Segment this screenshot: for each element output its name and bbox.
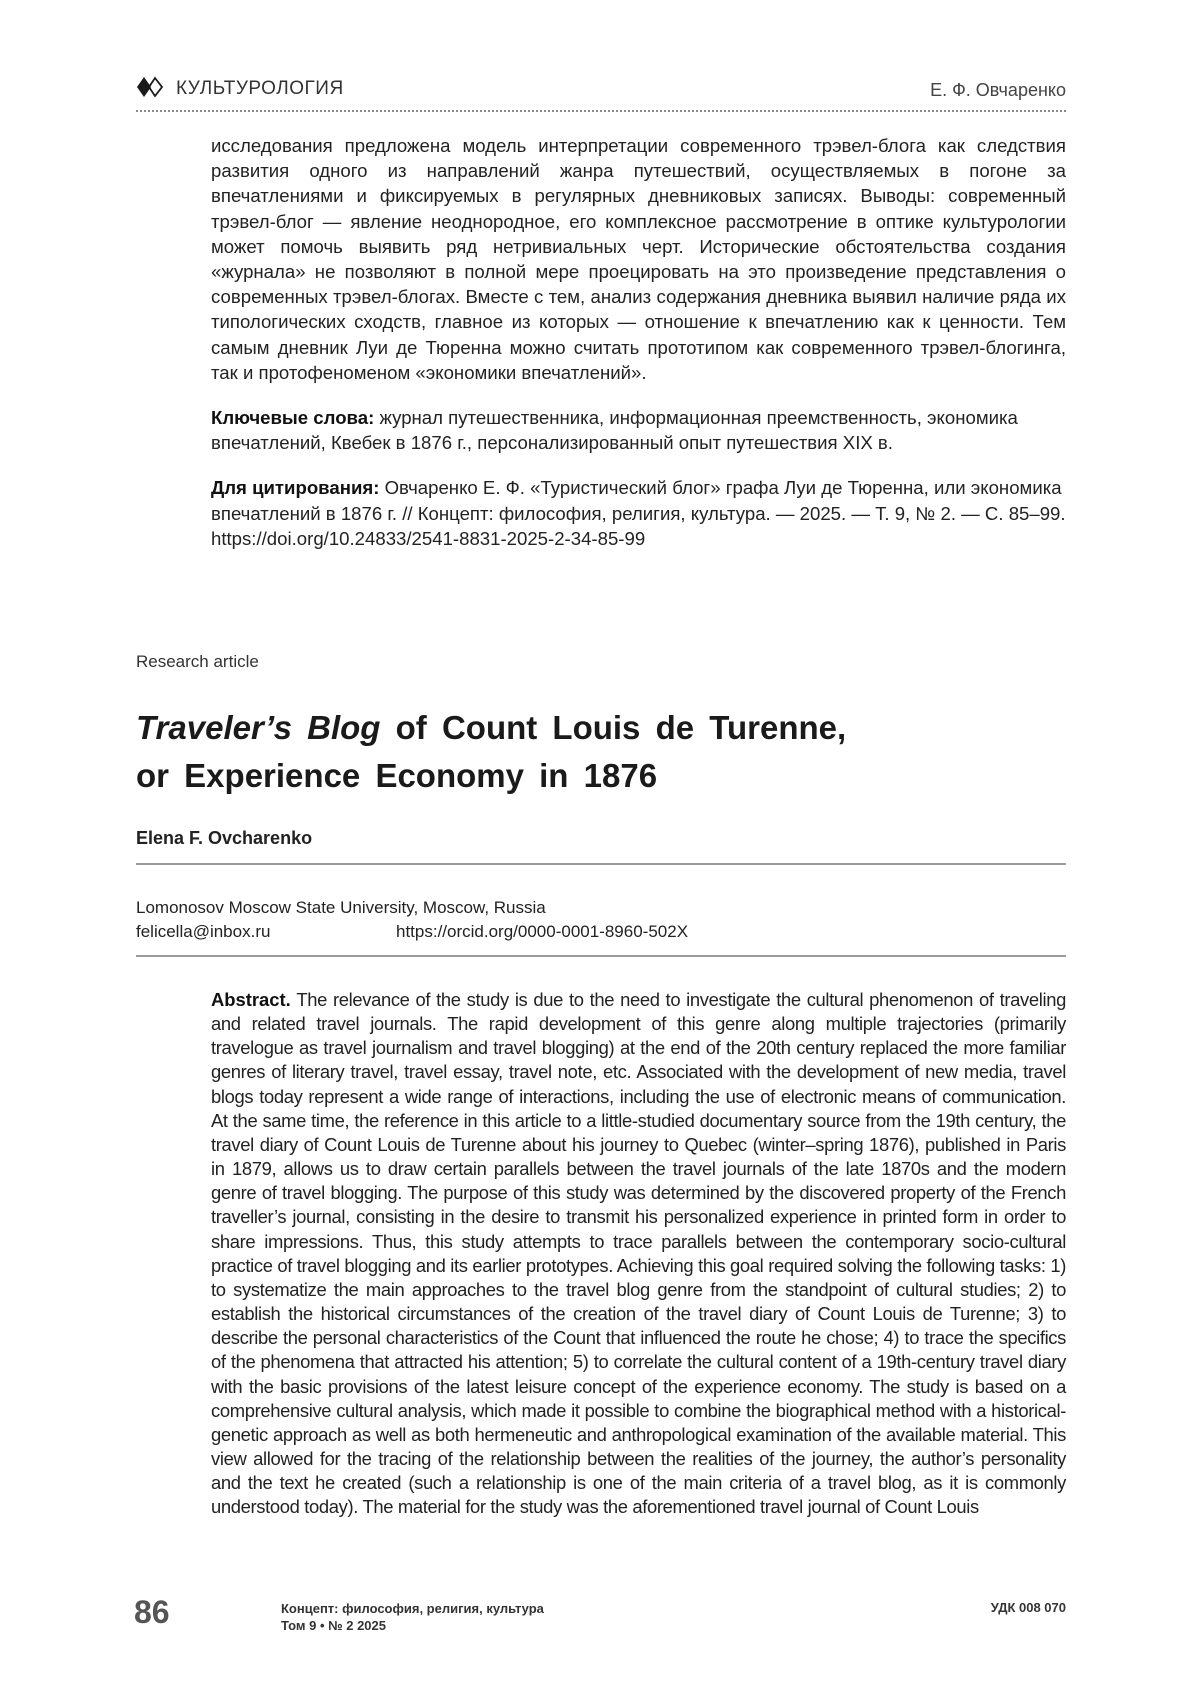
section-title: КУЛЬТУРОЛОГИЯ <box>176 78 344 99</box>
author-divider <box>136 863 1066 865</box>
journal-info <box>281 1600 544 1634</box>
keywords-label: Ключевые слова: <box>211 407 375 429</box>
running-author: Е. Ф. Овчаренко <box>930 80 1066 100</box>
citation-doi-link[interactable]: https://doi.org/10.24833/2541-8831-2025-2-34-85-99 <box>211 527 646 549</box>
russian-keywords <box>211 405 1066 455</box>
running-header <box>136 74 1066 114</box>
journal-name: Концепт: философия, религия, культура <box>281 1601 544 1616</box>
affiliation-divider <box>136 955 1066 957</box>
orcid-link[interactable]: https://orcid.org/0000-0001-8960-502X <box>396 922 689 941</box>
page-number: 86 <box>134 1594 170 1630</box>
volume-issue: Том 9 • № 2 2025 <box>281 1618 386 1633</box>
title-line1-rest: of Count Louis de Turenne, <box>395 709 847 746</box>
russian-citation <box>211 475 1066 551</box>
author-name: Elena F. Ovcharenko <box>136 828 313 848</box>
title-line2: or Experience Economy in 1876 <box>136 757 658 794</box>
header-dotted-divider <box>136 110 1066 112</box>
diamond-logo-icon <box>136 76 166 98</box>
udk-code: УДК 008 070 <box>990 1600 1066 1615</box>
citation-label: Для цитирования: <box>211 477 380 499</box>
abstract-text: The relevance of the study is due to the need to investigate the cultural phenomenon of traveling and related travel journals. The rapid development of this genre along multiple trajectories (primarily travelogue as travel journalism and travel blogging) at the end of the 20th century replaced the more familiar genres of literary travel, travel essay, travel note, etc. Associated with the development of new media, travel blogs today represent a wide range of interactions, including the use of electronic means of communication. At the same time, the reference in this article to a little-studied documentary source from the 19th century, the travel diary of Count Louis de Turenne about his journey to Quebec (winter–spring 1876), published in Paris in 1879, allows us to draw certain parallels between the travel journals of the late 1870s and the modern genre of travel blogging. The purpose of this study was determined by the discovered property of the French traveller’s journal, consisting in the desire to transmit his personalized experience in printed form in order to share impressions. Thus, this study attempts to trace parallels between the contemporary socio-cultural practice of travel blogging and its earlier prototypes. Achieving this goal required solving the following tasks: 1) to systematize the main approaches to the travel blog genre from the standpoint of cultural studies; 2) to establish the historical circumstances of the creation of the travel diary of Count Louis de Turenne; 3) to describe the personal characteristics of the Count that influenced the route he chose; 4) to trace the specifics of the phenomena that attracted his attention; 5) to correlate the cultural content of a 19th-century travel diary with the basic provisions of the latest leisure concept of the experience economy. The study is based on a comprehensive cultural analysis, which made it possible to combine the biographical method with a historical-genetic approach as well as both hermeneutic and anthropological examination of the available material. This view allowed for the tracing of the relationship between the realities of the journey, the author’s personality and the text he created (such a relationship is one of the main criteria of a travel blog, as it is commonly understood today). The material for the study was the aforementioned travel journal of Count Louis <box>211 989 1066 1518</box>
english-abstract <box>211 988 1066 1519</box>
keywords-text: журнал путешественника, информационная преемственность, экономика впечатлений, Квебек в 1876 г., персонализированный опыт путешествия XIX в. <box>211 407 1018 454</box>
article-title <box>136 704 1066 800</box>
citation-text: Овчаренко Е. Ф. «Туристический блог» графа Луи де Тюренна, или экономика впечатлений в 1876 г. // Концепт: философия, религия, культура. — 2025. — Т. 9, № 2. — С. 85–99. <box>211 477 1066 524</box>
article-type: Research article <box>136 652 259 671</box>
author-email-link[interactable]: felicella@inbox.ru <box>136 922 271 941</box>
affiliation: Lomonosov Moscow State University, Moscow, Russia <box>136 898 546 917</box>
russian-abstract-block <box>211 133 1066 551</box>
abstract-label: Abstract. <box>211 989 291 1010</box>
russian-abstract-text: исследования предложена модель интерпретации современного трэвел-блога как следствия развития одного из направлений жанра путешествий, осуществляемых в погоне за впечатлениями и фиксируемых в регулярных дневниковых записях. Выводы: современный трэвел-блог — явление неоднородное, его комплексное рассмотрение в оптике культурологии может помочь выявить ряд нетривиальных черт. Исторические обстоятельства создания «журнала» не позволяют в полной мере проецировать на это произведение представления о современных трэвел-блогах. Вместе с тем, анализ содержания дневника выявил наличие ряда их типологических сходств, главное из которых — отношение к впечатлению как к ценности. Тем самым дневник Луи де Тюренна можно считать прототипом как современного трэвел-блогинга, так и протофеноменом «экономики впечатлений». <box>211 135 1066 383</box>
title-italic-part: Traveler’s Blog <box>136 709 381 746</box>
